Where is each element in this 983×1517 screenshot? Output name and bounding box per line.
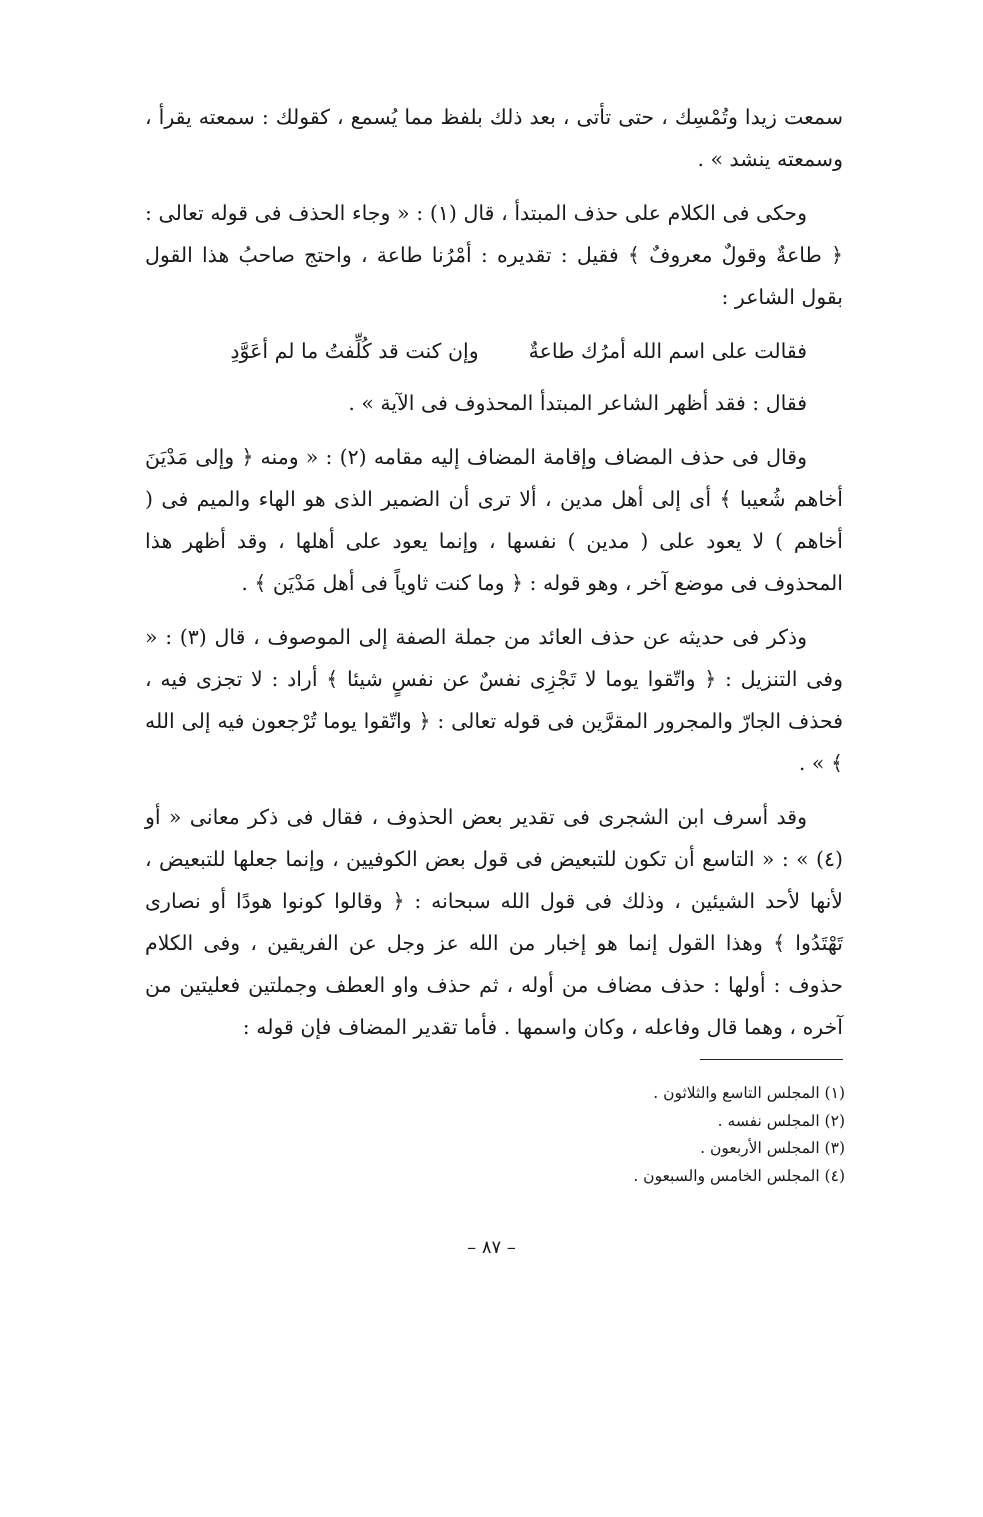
paragraph-6: وقد أسرف ابن الشجرى فى تقدير بعض الحذوف ، فقال فى ذكر معانى « أو (٤) » : « التاسع أن تكون للتبعيض فى قول بعض الكوفيين ، وإنما جعلها للتبعيض ، لأنها لأحد الشيئين ، وذلك فى قول الله سبحانه : ﴿ وقالوا كونوا هودًا أو نصارى تَهْتَدُوا ﴾ وهذا القول إنما هو إخبار من الله عز وجل عن الفريقين ، وفى الكلام حذوف : أولها : حذف مضاف من أوله ، ثم حذف واو العطف وجملتين فعليتين من آخره ، وهما قال وفاعله ، وكان واسمها . فأما تقدير المضاف فإن قوله : [145, 805, 843, 1039]
footnotes [400, 1080, 845, 1190]
footnote-2: (٢) المجلس نفسه . [717, 1111, 845, 1130]
footnote-3: (٣) المجلس الأربعون . [700, 1139, 845, 1157]
paragraph-4: وقال فى حذف المضاف وإقامة المضاف إليه مقامه (٢) : « ومنه ﴿ وإلى مَدْيَنَ أخاهم شُعيبا ﴾ أى إلى أهل مدين ، ألا ترى أن الضمير الذى هو الهاء والميم فى ( أخاهم ) لا يعود على ( مدين ) نفسها ، وإنما يعود على أهلها ، وقد أظهر هذا المحذوف فى موضع آخر ، وهو قوله : ﴿ وما كنت ثاوياً فى أهل مَدْيَن ﴾ . [145, 445, 843, 595]
footnote-separator [700, 1059, 843, 1060]
paragraph-2: وحكى فى الكلام على حذف المبتدأ ، قال (١) : « وجاء الحذف فى قوله تعالى : ﴿ طاعةٌ وقولٌ معروفٌ ﴾ فقيل : تقديره : أمْرُنا طاعة ، واحتج صاحبُ هذا القول بقول الشاعر : [145, 201, 843, 309]
footnote-1: (١) المجلس التاسع والثلاثون . [653, 1084, 845, 1102]
verse-second-hemistich: وإن كنت قد كُلِّفتُ ما لم أعَوَّدِ [230, 339, 479, 363]
page-number: – ٨٧ – [467, 1237, 516, 1258]
poetry-verse [145, 330, 843, 372]
main-text [145, 96, 843, 1060]
footnote-4: (٤) المجلس الخامس والسبعون . [633, 1166, 845, 1185]
verse-first-hemistich: فقالت على اسم الله أمرُك طاعةٌ [528, 339, 807, 363]
paragraph-5: وذكر فى حديثه عن حذف العائد من جملة الصفة إلى الموصوف ، قال (٣) : « وفى التنزيل : ﴿ واتّقوا يوما لا تَجْزِى نفسٌ عن نفسٍ شيئا ﴾ أراد : لا تجزى فيه ، فحذف الجارّ والمجرور المقرَّين فى قوله تعالى : ﴿ واتّقوا يوما تُرْجعون فيه إلى الله ﴾ » . [145, 625, 843, 775]
paragraph-1: سمعت زيدا وتُمْسِك ، حتى تأتى ، بعد ذلك بلفظ مما يُسمع ، كقولك : سمعته يقرأ ، وسمعته ينشد » . [145, 105, 843, 171]
paragraph-3: فقال : فقد أظهر الشاعر المبتدأ المحذوف فى الآية » . [348, 391, 807, 415]
